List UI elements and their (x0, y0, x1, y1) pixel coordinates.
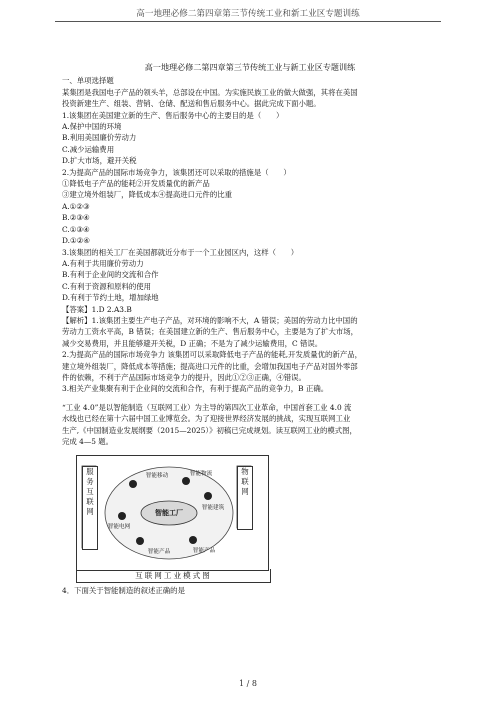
label-building: 智能建筑 (201, 505, 225, 511)
text-line: ③建立境外组装厂，降低成本④提高进口元件的比重 (62, 190, 232, 200)
document-title: 高一地理必修二第四章第三节传统工业与新工业区专题训练 (144, 62, 356, 72)
label-product-left: 智能产品 (147, 549, 171, 555)
page-number: 1 / 8 (239, 679, 257, 688)
paragraph-gap (62, 395, 438, 402)
question-4: 4．下面关于智能制造的叙述正确的是 (62, 586, 185, 595)
text-line: 【答案】1.D 2.A3.B (62, 304, 132, 314)
text-line: 生产,《中国制造业发展纲要（2015—2025）》初稿已完成规划。读互联网工业的模式图， (62, 425, 357, 435)
document-body (62, 62, 438, 447)
section-heading: 一、单项选择题 (62, 76, 114, 86)
text-line: 3.该集团的相关工厂在美国都就近分布于一个工业园区内，这样（ ） (62, 247, 299, 257)
text-line: D.①②④ (62, 236, 90, 246)
text-line: D.有利于节约土地，增加绿地 (62, 293, 159, 303)
service-internet-label: 服 务 互 联 网 (82, 466, 98, 550)
product-icon-right (189, 536, 197, 544)
iot-label: 物 联 网 (237, 466, 253, 530)
diagram-caption: 互联网工业模式图 (76, 569, 271, 583)
text-line: ①降低电子产品的能耗②开发质量优的新产品 (62, 179, 210, 189)
text-line: 完成 4—5 题。 (62, 437, 114, 446)
label-product-right: 智能产品 (192, 548, 216, 554)
text-line: 3.相关产业集聚有利于企业间的交流和合作，有利于提高产品的竞争力，B 正确。 (62, 384, 329, 394)
text-line: 投资新建生产、组装、营销、仓储、配送和售后服务中心。据此完成下面小题。 (62, 99, 321, 109)
text-line: A.有利于共用廉价劳动力 (62, 258, 144, 268)
text-line: 劳动力工资水平高，B 错误；在美国建立新的生产、售后服务中心，主要是为了扩大市场， (62, 327, 359, 337)
running-header: 高一地理必修二第四章第三节传统工业和新工业区专题训练 (136, 9, 360, 19)
text-line: 1.该集团在美国建立新的生产、售后服务中心的主要目的是（ ） (62, 110, 284, 120)
text-line: 减少交易费用，并且能够避开关税，D 正确；不是为了减少运输费用，C 错误。 (62, 338, 323, 348)
logistics-icon (182, 477, 190, 485)
building-icon (204, 492, 212, 500)
text-line: B.有利于企业间的交流和合作 (62, 270, 159, 280)
text-line: 水线也已经在第十六届中国工业博览会。为了迎接世界经济发展的挑战，实现互联网工业 (62, 414, 351, 424)
text-line: B.②③④ (62, 213, 90, 223)
text-line: C.有利于资源和原料的使用 (62, 281, 152, 291)
label-mobile: 智能移动 (145, 473, 169, 479)
text-line: 建立境外组装厂，降低成本等措施；提高进口元件的比重，会增加我国电子产品对国外零部 (62, 361, 358, 371)
text-line: A.①②③ (62, 201, 90, 211)
document-lines (62, 87, 438, 448)
text-line: 2.为提高产品的国际市场竞争力，该集团还可以采取的措施是（ ） (62, 167, 291, 177)
text-line: 某集团是我国电子产品的领头羊，总部设在中国。为实施民族工业的做大做强，其将在美国 (62, 87, 358, 97)
text-line: 2.为提高产品的国际市场竞争力 该集团可以采取降低电子产品的能耗,开发质量优的新产品， (62, 350, 362, 360)
mobile-icon (129, 480, 137, 488)
text-line: C.减少运输费用 (62, 144, 115, 154)
label-logistics: 智能物流 (189, 471, 213, 477)
text-line: A.保护中国的环境 (62, 122, 122, 132)
internet-industry-diagram (76, 455, 269, 571)
grid-icon (118, 512, 126, 520)
factory-label: 智能工厂 (155, 509, 183, 517)
header-rule (55, 21, 441, 22)
text-line: 件的依赖，不利于产品国际市场竞争力的提升，因此①②③正确，④错误。 (62, 372, 306, 382)
text-line: B.利用美国廉价劳动力 (62, 133, 137, 143)
text-line: “工业 4.0”是以智能制造（互联网工业）为主导的第四次工业革命，中国首套工业 4.0 流 (62, 402, 352, 412)
text-line: C.①③④ (62, 224, 90, 234)
text-line: 【解析】1.该集团主要生产电子产品，对环境的影响不大，A 错误；美国的劳动力比中国的 (62, 315, 358, 325)
product-icon-left (136, 537, 144, 545)
label-grid: 智能电网 (107, 524, 131, 530)
text-line: D.扩大市场，避开关税 (62, 156, 137, 166)
